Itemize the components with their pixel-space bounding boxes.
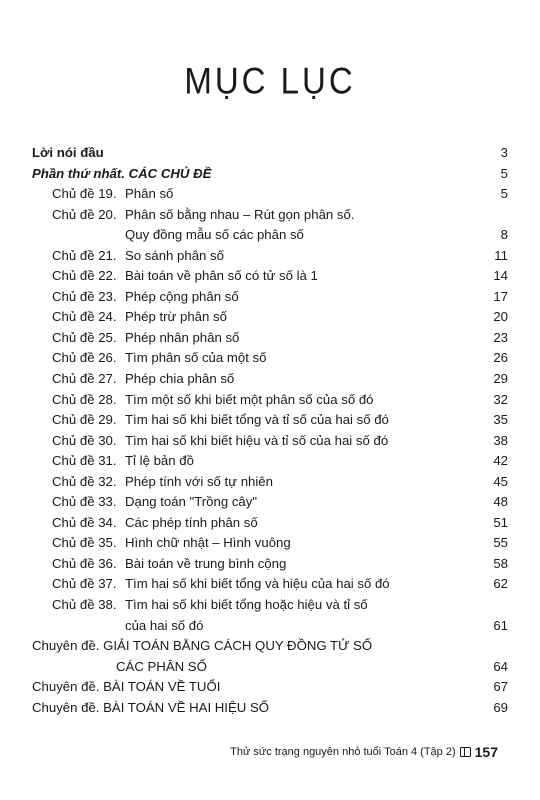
toc-entry	[32, 348, 508, 369]
toc-entry	[32, 410, 508, 431]
toc-entry-label: Chủ đề 36.	[52, 555, 117, 571]
toc-entry-text: Phần thứ nhất. CÁC CHỦ ĐỀ	[32, 165, 212, 181]
toc-entry-title	[52, 410, 389, 431]
toc-entry-label: Chủ đề 34.	[52, 514, 117, 530]
toc-entry	[32, 698, 508, 719]
toc-entry	[32, 595, 508, 636]
toc-entry-text: BÀI TOÁN VỀ HAI HIỆU SỐ	[103, 699, 269, 715]
toc-entry-title	[32, 164, 211, 185]
toc-entry-title	[32, 143, 104, 164]
toc-entry-page: 29	[493, 371, 508, 387]
toc-entry-label: Chủ đề 33.	[52, 494, 117, 510]
toc-entry-text: Tìm phân số của một số	[125, 350, 267, 366]
toc-entry-page: 42	[493, 453, 508, 469]
toc-entry-label: Chủ đề 32.	[52, 473, 117, 489]
toc-entry	[32, 369, 508, 390]
toc-entry-label: Chuyên đề.	[32, 638, 100, 654]
toc-entry-text: Hình chữ nhật – Hình vuông	[125, 535, 291, 551]
toc-entry-page: 51	[493, 514, 508, 530]
toc-entry-title	[52, 307, 227, 328]
toc-entry	[32, 328, 508, 349]
toc-entry-text: BÀI TOÁN VỀ TUỔI	[103, 679, 221, 695]
toc-entry-title	[52, 266, 318, 287]
toc-entry	[32, 431, 508, 452]
footer-page-number: 157	[474, 744, 498, 760]
toc-entry-label: Chủ đề 26.	[52, 350, 117, 366]
toc-entry-label: Chủ đề 30.	[52, 432, 117, 448]
toc-entry-page: 11	[494, 247, 508, 263]
toc-entry-title	[52, 431, 388, 452]
toc-entry-title	[52, 513, 258, 534]
toc-entry-text: Phép nhân phân số	[125, 329, 240, 345]
toc-entry-page: 26	[493, 350, 508, 366]
toc-entry-text: GIẢI TOÁN BẰNG CÁCH QUY ĐỒNG TỬ SỐ	[103, 638, 373, 654]
toc-entry	[32, 143, 508, 164]
toc-entry-title	[52, 574, 390, 595]
toc-entry-text: Tìm hai số khi biết hiệu và tỉ số của hai số đó	[125, 432, 389, 448]
toc-entry-title	[52, 595, 368, 636]
toc-entry	[32, 390, 508, 411]
toc-entry-title	[52, 554, 286, 575]
toc-entry-page: 3	[500, 145, 508, 160]
toc-entry-label: Chủ đề 27.	[52, 371, 117, 387]
toc-entry-text: Các phép tính phân số	[125, 514, 258, 530]
toc-entry	[32, 574, 508, 595]
toc-entry-page: 35	[493, 412, 508, 428]
toc-entry-text-continued: Quy đồng mẫu số các phân số	[125, 227, 304, 243]
page-title: MỤC LỤC	[184, 60, 356, 102]
toc-entry-text: Phân số bằng nhau – Rút gọn phân số.	[125, 206, 355, 222]
toc-entry	[32, 287, 508, 308]
toc-entry	[32, 184, 508, 205]
toc-entry-page: 64	[493, 658, 508, 674]
toc-entry-text: Tìm hai số khi biết tổng và tỉ số của hai số đó	[125, 412, 389, 428]
toc-entry-title	[52, 492, 257, 513]
toc-entry-title	[52, 390, 373, 411]
toc-entry-title	[52, 472, 273, 493]
toc-entry	[32, 636, 508, 677]
toc-entry	[32, 554, 508, 575]
toc-entry-text: Phép cộng phân số	[125, 288, 239, 304]
toc-entry-page: 32	[493, 391, 508, 407]
toc-entry-title	[52, 369, 234, 390]
toc-entry-text: Phép chia phân số	[125, 371, 235, 387]
toc-entry-label: Chuyên đề.	[32, 699, 100, 715]
toc-entry-text: Tìm một số khi biết một phân số của số đó	[125, 391, 374, 407]
toc-entry-title	[32, 636, 372, 677]
toc-entry-label: Chủ đề 28.	[52, 391, 117, 407]
toc-entry-text: Tỉ lệ bản đồ	[125, 453, 194, 469]
toc-entry-text: Tìm hai số khi biết tổng hoặc hiệu và tỉ số	[125, 597, 368, 613]
toc-entry-page: 5	[500, 165, 508, 181]
toc-entry	[32, 513, 508, 534]
toc-entry	[32, 472, 508, 493]
toc-entry-page: 61	[493, 617, 508, 633]
toc-entry-page: 67	[493, 679, 508, 695]
toc-entry-page: 23	[493, 329, 508, 345]
toc-entry-label: Chủ đề 21.	[52, 247, 117, 263]
toc-entry	[32, 492, 508, 513]
toc-entry-title	[52, 533, 291, 554]
toc-entry-page: 8	[500, 227, 508, 243]
toc-entry-label: Chủ đề 22.	[52, 268, 117, 284]
toc-entry-page: 45	[493, 473, 508, 489]
toc-entry-title	[52, 328, 239, 349]
toc-entry	[32, 205, 508, 246]
toc-entry-label: Chủ đề 35.	[52, 535, 117, 551]
toc-entry-title	[32, 677, 220, 698]
toc-entry-label: Chủ đề 38.	[52, 597, 117, 613]
table-of-contents	[32, 143, 508, 718]
toc-entry-label: Chủ đề 19.	[52, 186, 117, 202]
page-footer	[230, 744, 498, 760]
toc-entry-text-continued: CÁC PHÂN SỐ	[116, 658, 207, 674]
toc-entry-text: Lời nói đầu	[32, 145, 104, 160]
toc-entry-page: 58	[493, 555, 508, 571]
toc-entry-page: 69	[493, 699, 508, 715]
footer-book-title: Thử sức trạng nguyên nhỏ tuổi Toán 4 (Tập 2)	[230, 746, 456, 758]
toc-entry-label: Chủ đề 24.	[52, 309, 117, 325]
toc-entry-title	[32, 698, 269, 719]
toc-entry-text: So sánh phân số	[125, 247, 224, 263]
toc-entry	[32, 533, 508, 554]
toc-entry-text: Phép tính với số tự nhiên	[125, 473, 273, 489]
toc-entry-title	[52, 287, 239, 308]
toc-entry-label: Chủ đề 25.	[52, 329, 117, 345]
toc-entry-page: 38	[493, 432, 508, 448]
toc-entry-page: 17	[493, 288, 508, 304]
toc-entry-page: 48	[493, 494, 508, 510]
toc-entry-text: Dạng toán "Trồng cây"	[125, 494, 258, 510]
toc-entry-label: Chuyên đề.	[32, 679, 100, 695]
toc-entry-title	[52, 184, 173, 205]
toc-entry	[32, 307, 508, 328]
toc-entry-title	[52, 451, 194, 472]
toc-entry-page: 14	[493, 268, 508, 284]
toc-entry-page: 62	[493, 576, 508, 592]
toc-entry-page: 5	[500, 186, 508, 202]
book-icon	[460, 747, 471, 757]
toc-entry-title	[52, 205, 355, 246]
toc-entry-label: Chủ đề 23.	[52, 288, 117, 304]
toc-entry-page: 20	[493, 309, 508, 325]
toc-entry	[32, 164, 508, 185]
toc-entry	[32, 246, 508, 267]
toc-entry-label: Chủ đề 20.	[52, 206, 117, 222]
toc-entry-label: Chủ đề 29.	[52, 412, 117, 428]
toc-entry-label: Chủ đề 31.	[52, 453, 117, 469]
toc-entry-title	[52, 246, 224, 267]
toc-entry-label: Chủ đề 37.	[52, 576, 117, 592]
toc-entry	[32, 451, 508, 472]
toc-entry	[32, 677, 508, 698]
toc-entry-text-continued: của hai số đó	[125, 617, 204, 633]
toc-entry	[32, 266, 508, 287]
toc-entry-text: Phân số	[125, 186, 174, 202]
toc-entry-text: Phép trừ phân số	[125, 309, 227, 325]
toc-entry-text: Bài toán về trung bình cộng	[125, 555, 287, 571]
toc-entry-title	[52, 348, 266, 369]
toc-entry-text: Tìm hai số khi biết tổng và hiệu của hai số đó	[125, 576, 390, 592]
toc-entry-page: 55	[493, 535, 508, 551]
toc-entry-text: Bài toán về phân số có tử số là 1	[125, 268, 318, 284]
